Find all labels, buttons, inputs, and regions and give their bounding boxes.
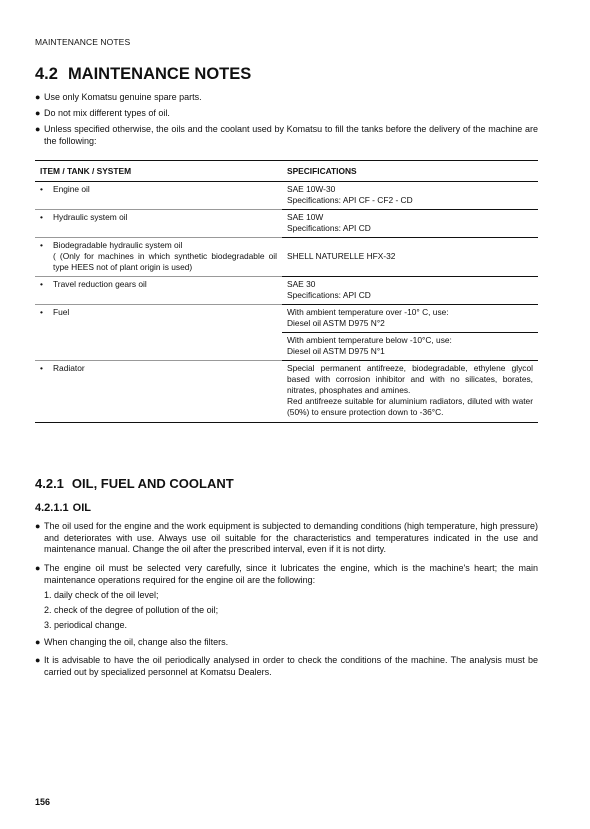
section-number: 4.2 <box>35 65 58 83</box>
item-cell: • Fuel <box>35 305 282 361</box>
page-number: 156 <box>35 797 51 807</box>
bullet-icon: ● <box>35 92 41 102</box>
running-header: MAINTENANCE NOTES <box>35 37 131 47</box>
spec-cell: SAE 10W Specifications: API CD <box>282 210 538 238</box>
subsection-number: 4.2.1 <box>35 476 64 491</box>
bullet-icon: ● <box>35 108 41 118</box>
section-title: MAINTENANCE NOTES <box>67 65 252 83</box>
spec-cell: With ambient temperature below -10°C, use: Diesel oil ASTM D975 N°1 <box>282 333 538 361</box>
bullet-text: Use only Komatsu genuine spare parts. <box>44 92 202 102</box>
bullet-item <box>35 521 538 556</box>
table-row <box>35 210 538 238</box>
bullet-icon: ● <box>35 655 41 665</box>
bullet-item <box>35 92 538 104</box>
bullet-icon: ● <box>35 521 41 531</box>
bullet-item <box>35 655 538 678</box>
list-item: 3. periodical change. <box>44 620 128 630</box>
spec-cell: SAE 30 Specifications: API CD <box>282 277 538 305</box>
item-cell: • Travel reduction gears oil <box>35 277 282 305</box>
item-note: ( (Only for machines in which synthetic biodegradable oil type HEES not of plant origin is used) <box>53 251 277 272</box>
bullet-item <box>35 124 538 147</box>
bullet-text: Do not mix different types of oil. <box>44 108 170 118</box>
spec-cell: With ambient temperature over -10° C, use: Diesel oil ASTM D975 N°2 <box>282 305 538 333</box>
item-cell: • Engine oil <box>35 182 282 210</box>
list-item: 2. check of the degree of pollution of the oil; <box>44 605 219 615</box>
subsubsection-title: OIL <box>72 502 91 514</box>
spec-cell: Special permanent antifreeze, biodegradable, ethylene glycol based with corrosion inhibitor and with no silicates, borates, nitrates, phosphates and amines. Red antifreeze suitable for aluminium radiators, diluted with water (50%) to ensure protection down to -36°C. <box>282 361 538 423</box>
item-cell: • Biodegradable hydraulic system oil ( (Only for machines in which synthetic biodegradable oil type HEES not of plant origin is used) <box>35 238 282 277</box>
table-row <box>35 361 538 423</box>
bullet-icon: ● <box>35 563 41 573</box>
section-heading <box>35 65 251 84</box>
bullet-text: The engine oil must be selected very carefully, since it lubricates the engine, which is the machine's heart; the main maintenance operations required for the engine oil are the following: <box>44 563 538 585</box>
list-item: 1. daily check of the oil level; <box>44 590 159 600</box>
subsection-heading <box>35 476 234 491</box>
item-cell: • Radiator <box>35 361 282 423</box>
subsubsection-heading <box>35 502 91 514</box>
subsubsection-number: 4.2.1.1 <box>35 502 69 514</box>
bullet-item <box>35 563 538 586</box>
bullet-icon: ● <box>35 637 41 647</box>
specifications-table <box>35 160 538 423</box>
table-row <box>35 238 538 277</box>
bullet-item <box>35 637 538 649</box>
bullet-text: The oil used for the engine and the work equipment is subjected to demanding conditions (high temperature, high pressure) and deteriorates with use. Always use oil suitable for the characteristics and temperatures indicated in the use and maintenance manual. Change the oil after the prescribed interval, even if it is not dirty. <box>44 521 538 554</box>
table-header-row <box>35 161 538 182</box>
table-row <box>35 182 538 210</box>
bullet-item <box>35 108 538 120</box>
bullet-text: It is advisable to have the oil periodically analysed in order to check the conditions of the machine. The analysis must be carried out by specialized personnel at Komatsu Dealers. <box>44 655 538 677</box>
column-header-item: ITEM / TANK / SYSTEM <box>35 161 282 182</box>
table-row <box>35 277 538 305</box>
column-header-specifications: SPECIFICATIONS <box>282 161 538 182</box>
bullet-text: Unless specified otherwise, the oils and the coolant used by Komatsu to fill the tanks before the delivery of the machine are the following: <box>44 124 538 146</box>
table-row <box>35 305 538 333</box>
bullet-text: When changing the oil, change also the filters. <box>44 637 229 647</box>
subsection-title: OIL, FUEL AND COOLANT <box>71 476 234 491</box>
item-cell: • Hydraulic system oil <box>35 210 282 238</box>
spec-cell: SHELL NATURELLE HFX-32 <box>282 238 538 277</box>
spec-cell: SAE 10W-30 Specifications: API CF - CF2 - CD <box>282 182 538 210</box>
bullet-icon: ● <box>35 124 41 134</box>
